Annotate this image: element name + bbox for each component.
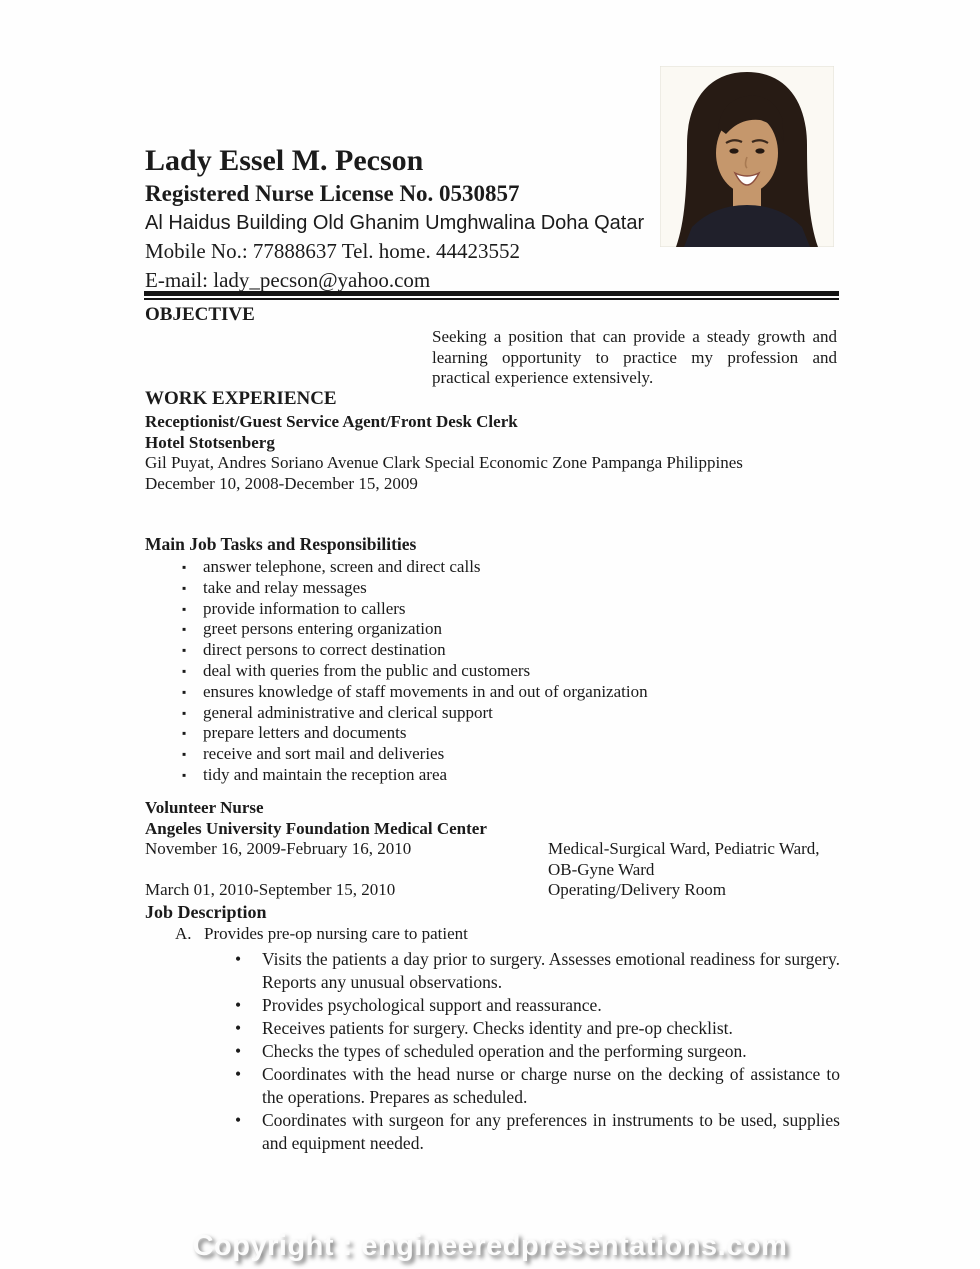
- job-dates: December 10, 2008-December 15, 2009: [145, 473, 418, 493]
- list-item: [145, 765, 840, 786]
- list-item: [145, 1017, 840, 1040]
- list-item: [145, 744, 840, 765]
- objective-heading: OBJECTIVE: [145, 304, 255, 325]
- square-bullet-icon: ▪: [182, 726, 187, 741]
- round-bullet-icon: •: [235, 1018, 242, 1038]
- round-bullet-icon: •: [235, 949, 242, 969]
- duty-text: Receives patients for surgery. Checks identity and pre-op checklist.: [262, 1018, 733, 1038]
- license-number: Registered Nurse License No. 0530857: [145, 180, 520, 206]
- list-item: [145, 619, 840, 640]
- duty-text: Coordinates with the head nurse or charge nurse on the decking of assistance to the operations. Prepares as scheduled.: [262, 1064, 840, 1107]
- list-item: [145, 1040, 840, 1063]
- duty-text: Visits the patients a day prior to surgery. Assesses emotional readiness for surgery. Reports any unusual observations.: [262, 949, 840, 992]
- round-bullet-icon: •: [235, 995, 242, 1015]
- watermark: Copyright : engineeredpresentations.com: [192, 1230, 788, 1262]
- objective-text: Seeking a position that can provide a steady growth and learning opportunity to practice my profession and practical experience extensively.: [432, 327, 837, 387]
- square-bullet-icon: ▪: [182, 560, 187, 574]
- job-location: Gil Puyat, Andres Soriano Avenue Clark Special Economic Zone Pampanga Philippines: [145, 453, 743, 472]
- job-title: Receptionist/Guest Service Agent/Front Desk Clerk: [145, 412, 518, 431]
- list-item: [145, 557, 840, 578]
- item-label: A.: [175, 923, 192, 943]
- task-text: prepare letters and documents: [203, 723, 407, 743]
- assignment-unit: Medical-Surgical Ward, Pediatric Ward, OB-Gyne Ward: [548, 839, 820, 879]
- job-description-item: [145, 923, 840, 946]
- round-bullet-icon: •: [235, 1041, 242, 1061]
- work-experience-section: [145, 388, 840, 494]
- list-item: [145, 599, 840, 620]
- list-item: [145, 948, 840, 994]
- applicant-name: Lady Essel M. Pecson: [145, 144, 424, 177]
- task-text: tidy and maintain the reception area: [203, 764, 448, 784]
- task-text: answer telephone, screen and direct calls: [203, 557, 481, 576]
- list-item: [145, 1063, 840, 1109]
- square-bullet-icon: ▪: [182, 705, 187, 720]
- list-item: [145, 723, 840, 744]
- task-text: direct persons to correct destination: [203, 640, 446, 660]
- list-item: [145, 640, 840, 661]
- header: [145, 144, 645, 293]
- duty-text: Coordinates with surgeon for any preferences in instruments to be used, supplies and equipment needed.: [262, 1110, 840, 1153]
- address-line: Al Haidus Building Old Ghanim Umghwalina Doha Qatar: [145, 211, 645, 234]
- phone-line: Mobile No.: 77888637 Tel. home. 44423552: [145, 238, 520, 263]
- square-bullet-icon: ▪: [182, 580, 187, 595]
- assignment-dates: March 01, 2010-September 15, 2010: [145, 880, 396, 899]
- work-experience-heading: WORK EXPERIENCE: [145, 388, 337, 409]
- employer-name: Hotel Stotsenberg: [145, 432, 275, 452]
- duties-list: [145, 948, 840, 1155]
- volunteer-employer: Angeles University Foundation Medical Center: [145, 818, 487, 838]
- volunteer-job-title: Volunteer Nurse: [145, 798, 264, 817]
- assignment-unit: Operating/Delivery Room: [548, 880, 726, 899]
- task-text: deal with queries from the public and customers: [203, 660, 531, 680]
- task-text: greet persons entering organization: [203, 619, 443, 639]
- email-line: E-mail: lady_pecson@yahoo.com: [145, 267, 431, 292]
- square-bullet-icon: ▪: [182, 663, 187, 678]
- volunteer-section: [145, 798, 840, 1155]
- list-item: [145, 578, 840, 599]
- round-bullet-icon: •: [235, 1064, 242, 1084]
- duty-text: Checks the types of scheduled operation and the performing surgeon.: [262, 1041, 747, 1061]
- square-bullet-icon: ▪: [182, 767, 187, 782]
- section-divider: [144, 291, 839, 300]
- assignment-dates: November 16, 2009-February 16, 2010: [145, 839, 412, 858]
- task-text: take and relay messages: [203, 577, 367, 597]
- assignment-row: [145, 839, 840, 880]
- duty-text: Provides psychological support and reassurance.: [262, 995, 602, 1015]
- tasks-list: [145, 557, 840, 786]
- list-item: [145, 661, 840, 682]
- square-bullet-icon: ▪: [182, 643, 187, 658]
- square-bullet-icon: ▪: [182, 601, 187, 616]
- left-eye: [729, 148, 738, 153]
- task-text: provide information to callers: [203, 598, 406, 618]
- list-item: [145, 682, 840, 703]
- assignment-row: [145, 880, 840, 901]
- square-bullet-icon: ▪: [182, 622, 187, 637]
- job-description-heading: Job Description: [145, 901, 267, 922]
- list-item: [145, 703, 840, 724]
- task-text: ensures knowledge of staff movements in and out of organization: [203, 681, 648, 701]
- square-bullet-icon: ▪: [182, 684, 187, 699]
- list-item: [145, 1109, 840, 1155]
- portrait-photo: [660, 66, 834, 247]
- item-title: Provides pre-op nursing care to patient: [204, 923, 468, 943]
- list-item: [145, 994, 840, 1017]
- task-text: general administrative and clerical support: [203, 702, 493, 722]
- tasks-heading: Main Job Tasks and Responsibilities: [145, 534, 417, 554]
- square-bullet-icon: ▪: [182, 747, 187, 762]
- round-bullet-icon: •: [235, 1110, 242, 1130]
- task-text: receive and sort mail and deliveries: [203, 744, 445, 764]
- right-eye: [755, 148, 764, 153]
